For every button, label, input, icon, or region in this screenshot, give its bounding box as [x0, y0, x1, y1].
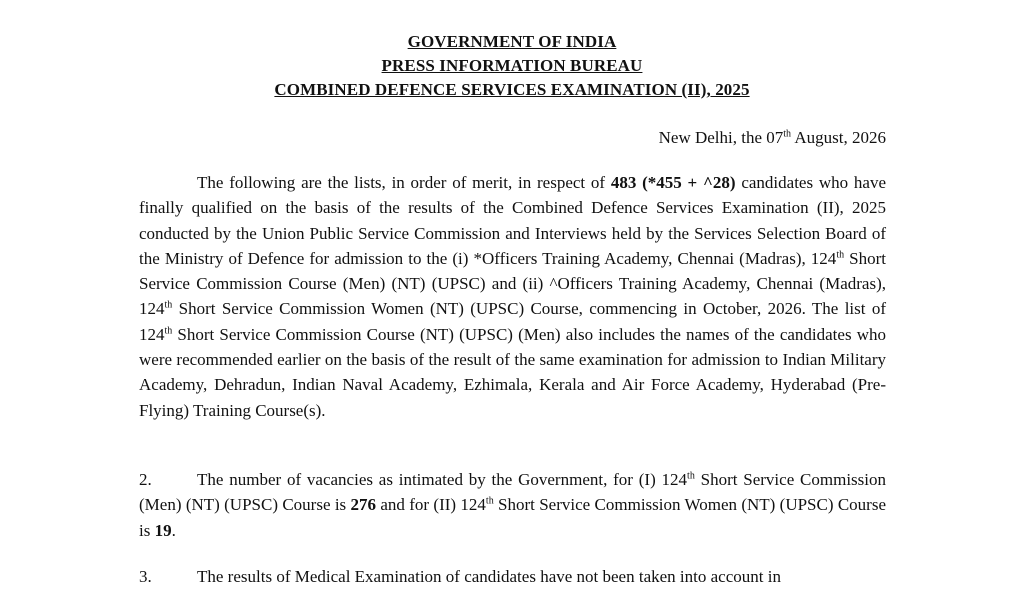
para1-text-3: Short Service Commission Course (Men) (NT) (UPSC) and (ii) ^Officers Training Academy, Chennai (Madras), 124 [139, 248, 886, 319]
para2-number: 2. [139, 470, 152, 489]
para3-text-1: The results of Medical Examination of candidates have not been taken into account in [197, 567, 781, 586]
para2-text-4: Short Service Commission Women (NT) (UPSC) Course is [139, 495, 887, 540]
paragraph-3 [139, 564, 886, 589]
para1-candidate-count: 483 (*455 + ^28) [610, 173, 736, 192]
para2-sup-2: th [485, 495, 494, 507]
para3-number: 3. [139, 567, 152, 586]
para2-women-vacancies: 19 [154, 520, 172, 540]
para1-sup-3: th [164, 325, 173, 337]
para1-text-2: candidates who have finally qualified on the basis of the results of the Combined Defence Services Examination (II), 2025 conducted by the Union Public Service Commission and Interviews held by the Services Selection Board of the Ministry of Defence for admission to the (i) *Officers Training Academy, Chennai (Madras), 124 [139, 173, 886, 268]
heading-government: GOVERNMENT OF INDIA [407, 32, 617, 51]
dateline-sup: th [783, 128, 792, 140]
para1-text-5: Short Service Commission Course (NT) (UPSC) (Men) also includes the names of the candidates who were recommended earlier on the basis of the result of the same examination for admission to Indian Military Academy, Dehradun, Indian Naval Academy, Ezhimala, Kerala and Air Force Academy, Hyderabad (Pre-Flying) Training Course(s). [139, 324, 886, 420]
para2-text-3: and for (II) 124 [376, 495, 486, 515]
para1-text-1: The following are the lists, in order of merit, in respect of [197, 173, 611, 192]
paragraph-2 [139, 467, 886, 543]
para2-men-vacancies: 276 [350, 495, 377, 515]
para1-text-4: Short Service Commission Women (NT) (UPSC) Course, commencing in October, 2026. The list of 124 [139, 299, 886, 344]
para2-text-5: . [171, 520, 176, 540]
para2-sup-1: th [687, 470, 695, 482]
para2-text-2: Short Service Commission (Men) (NT) (UPSC) Course is [139, 470, 886, 515]
document-heading [0, 30, 1024, 102]
para1-sup-1: th [836, 249, 845, 261]
dateline-suffix: August, 2026 [791, 128, 886, 147]
para1-sup-2: th [164, 299, 173, 311]
heading-bureau: PRESS INFORMATION BUREAU [381, 56, 643, 75]
dateline [659, 126, 886, 150]
dateline-prefix: New Delhi, the 07 [658, 128, 784, 147]
para2-text-1: The number of vacancies as intimated by the Government, for (I) 124 [197, 470, 688, 489]
paragraph-1 [139, 170, 886, 423]
heading-examination: COMBINED DEFENCE SERVICES EXAMINATION (II), 2025 [274, 80, 750, 99]
